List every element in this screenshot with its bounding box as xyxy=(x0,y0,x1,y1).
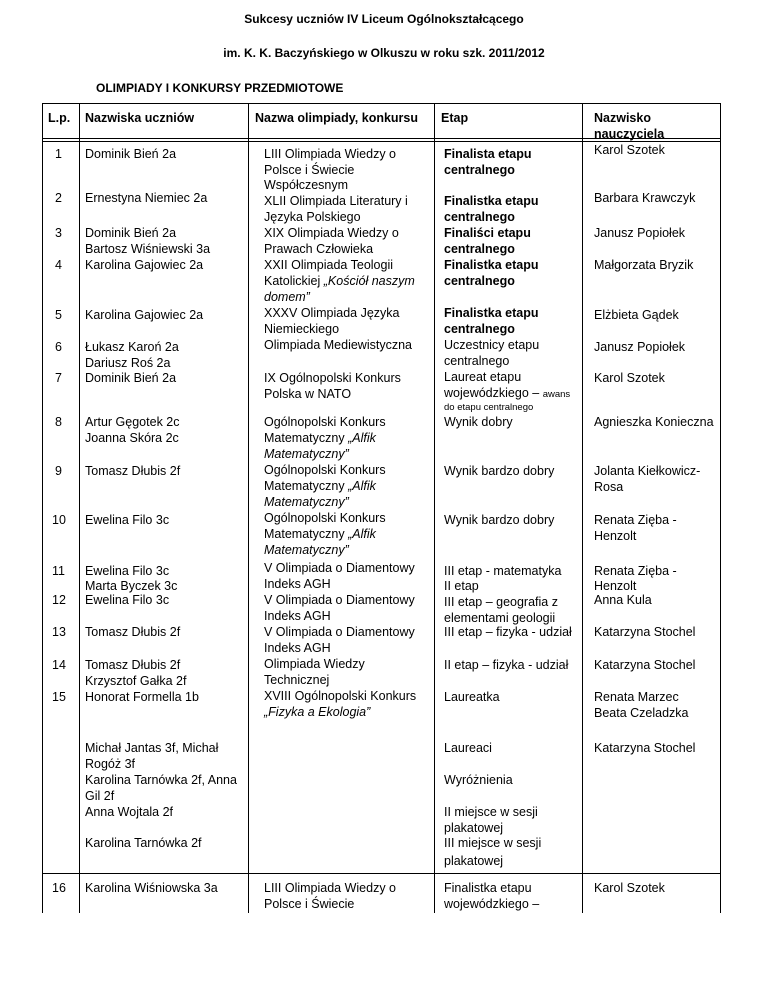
student-name: Tomasz Dłubis 2f xyxy=(85,464,181,478)
contest-name: Matematyczny „Alfik xyxy=(264,527,376,541)
stage-text: III miejsce w sesji xyxy=(444,836,542,850)
contest-name: Języka Polskiego xyxy=(264,210,361,224)
contest-name: Olimpiada Wiedzy xyxy=(264,657,365,671)
student-name: Gil 2f xyxy=(85,789,115,803)
contest-name: LIII Olimpiada Wiedzy o xyxy=(264,881,396,895)
row-number: 16 xyxy=(52,881,66,895)
contest-name: Polsce i Świecie xyxy=(264,163,355,177)
student-name: Ewelina Filo 3c xyxy=(85,593,170,607)
row-number: 11 xyxy=(52,564,65,578)
col-header-contest: Nazwa olimpiady, konkursu xyxy=(255,111,419,125)
teacher-name: Elżbieta Gądek xyxy=(594,308,679,322)
student-name: Rogóż 3f xyxy=(85,757,136,771)
student-name: Marta Byczek 3c xyxy=(85,579,178,593)
stage-text: Finaliści etapu xyxy=(444,226,531,240)
contest-name: Katolickiej „Kościół naszym xyxy=(264,274,415,288)
stage-text: centralnego xyxy=(444,210,515,224)
student-name: Krzysztof Gałka 2f xyxy=(85,674,187,688)
stage-text: Finalistka etapu xyxy=(444,258,539,272)
teacher-name: Małgorzata Bryzik xyxy=(594,258,694,272)
teacher-name: Katarzyna Stochel xyxy=(594,658,696,672)
student-name: Karolina Gajowiec 2a xyxy=(85,308,204,322)
teacher-name: Anna Kula xyxy=(594,593,652,607)
stage-text: Laureat etapu xyxy=(444,370,522,384)
teacher-name: Renata Zięba - xyxy=(594,564,677,578)
row-number: 8 xyxy=(55,415,62,429)
teacher-name: Karol Szotek xyxy=(594,881,665,895)
row-number: 7 xyxy=(55,371,62,385)
student-name: Dominik Bień 2a xyxy=(85,226,177,240)
contest-name: domem” xyxy=(264,290,310,304)
teacher-name: Janusz Popiołek xyxy=(594,226,686,240)
contest-name: Matematyczny „Alfik xyxy=(264,431,376,445)
contest-name: Polska w NATO xyxy=(264,387,352,401)
stage-text: Finalistka etapu xyxy=(444,306,539,320)
contest-name: IX Ogólnopolski Konkurs xyxy=(264,371,401,385)
row-number: 4 xyxy=(55,258,62,272)
row-number: 13 xyxy=(52,625,66,639)
stage-text: Finalistka etapu xyxy=(444,881,532,895)
col-header-students: Nazwiska uczniów xyxy=(85,111,195,125)
stage-text: wojewódzkiego – xyxy=(444,897,540,911)
teacher-name: Janusz Popiołek xyxy=(594,340,686,354)
teacher-name: Katarzyna Stochel xyxy=(594,625,696,639)
contest-name: Indeks AGH xyxy=(264,577,331,591)
teacher-name: Katarzyna Stochel xyxy=(594,741,696,755)
row-number: 15 xyxy=(52,690,66,704)
teacher-name: Karol Szotek xyxy=(594,371,665,385)
student-name: Anna Wojtala 2f xyxy=(85,805,174,819)
stage-text: centralnego xyxy=(444,242,515,256)
stage-text: centralnego xyxy=(444,354,510,368)
stage-text: wojewódzkiego – awans xyxy=(444,386,571,400)
document-subtitle: im. K. K. Baczyńskiego w Olkuszu w roku szk. 2011/2012 xyxy=(223,46,545,60)
contest-name: V Olimpiada o Diamentowy xyxy=(264,625,415,639)
row-number: 1 xyxy=(55,147,62,161)
teacher-name: Renata Marzec xyxy=(594,690,679,704)
stage-text: Wynik bardzo dobry xyxy=(444,464,555,478)
student-name: Łukasz Karoń 2a xyxy=(85,340,179,354)
student-name: Joanna Skóra 2c xyxy=(85,431,179,445)
contest-name: Ogólnopolski Konkurs xyxy=(264,415,386,429)
student-name: Karolina Tarnówka 2f xyxy=(85,836,202,850)
stage-text: II etap xyxy=(444,579,479,593)
stage-text: Wynik dobry xyxy=(444,415,513,429)
student-name: Ernestyna Niemiec 2a xyxy=(85,191,208,205)
contest-name: Matematyczny” xyxy=(264,543,349,557)
student-name: Bartosz Wiśniewski 3a xyxy=(85,242,211,256)
teacher-name: Beata Czeladzka xyxy=(594,706,689,720)
student-name: Michał Jantas 3f, Michał xyxy=(85,741,219,755)
stage-text: Wyróżnienia xyxy=(444,773,513,787)
student-name: Dariusz Roś 2a xyxy=(85,356,171,370)
col-header-teacher: nauczyciela xyxy=(594,127,665,141)
stage-text: Finalistka etapu xyxy=(444,194,539,208)
stage-text: centralnego xyxy=(444,163,515,177)
row-number: 14 xyxy=(52,658,66,672)
row-number: 10 xyxy=(52,513,66,527)
contest-name: XIX Olimpiada Wiedzy o xyxy=(264,226,399,240)
contest-name: Matematyczny” xyxy=(264,447,349,461)
contest-name: Polsce i Świecie xyxy=(264,897,355,911)
stage-text: Laureatka xyxy=(444,690,500,704)
contest-name: XVIII Ogólnopolski Konkurs xyxy=(264,689,417,703)
contest-name: XLII Olimpiada Literatury i xyxy=(264,194,408,208)
stage-text: plakatowej xyxy=(444,821,504,835)
student-name: Tomasz Dłubis 2f xyxy=(85,625,181,639)
row-number: 3 xyxy=(55,226,62,240)
contest-name: V Olimpiada o Diamentowy xyxy=(264,561,415,575)
student-name: Karolina Wiśniowska 3a xyxy=(85,881,218,895)
contest-name: Niemieckiego xyxy=(264,322,340,336)
student-name: Ewelina Filo 3c xyxy=(85,564,170,578)
teacher-name: Rosa xyxy=(594,480,624,494)
teacher-name: Agnieszka Konieczna xyxy=(594,415,714,429)
contest-name: „Fizyka a Ekologia” xyxy=(264,705,371,719)
stage-text: centralnego xyxy=(444,274,515,288)
teacher-name: Henzolt xyxy=(594,529,637,543)
student-name: Karolina Tarnówka 2f, Anna xyxy=(85,773,237,787)
student-name: Ewelina Filo 3c xyxy=(85,513,170,527)
teacher-name: Karol Szotek xyxy=(594,143,665,157)
contest-name: V Olimpiada o Diamentowy xyxy=(264,593,415,607)
row-number: 5 xyxy=(55,308,62,322)
contest-name: Technicznej xyxy=(264,673,330,687)
contest-name: Współczesnym xyxy=(264,178,349,192)
row-number: 2 xyxy=(55,191,62,205)
contest-name: Ogólnopolski Konkurs xyxy=(264,463,386,477)
contest-name: Matematyczny „Alfik xyxy=(264,479,376,493)
col-header-teacher: Nazwisko xyxy=(594,111,651,125)
contest-name: Olimpiada Mediewistyczna xyxy=(264,338,412,352)
contest-name: XXII Olimpiada Teologii xyxy=(264,258,394,272)
teacher-name: Barbara Krawczyk xyxy=(594,191,696,205)
teacher-name: Jolanta Kiełkowicz- xyxy=(594,464,701,478)
student-name: Artur Gęgotek 2c xyxy=(85,415,180,429)
stage-text: III etap – geografia z xyxy=(444,595,558,609)
student-name: Dominik Bień 2a xyxy=(85,147,177,161)
row-number: 12 xyxy=(52,593,66,607)
contest-name: XXXV Olimpiada Języka xyxy=(264,306,400,320)
stage-text: do etapu centralnego xyxy=(444,402,534,413)
document-title: Sukcesy uczniów IV Liceum Ogólnokształcącego xyxy=(244,12,524,26)
stage-text: Uczestnicy etapu xyxy=(444,338,540,352)
stage-text: II miejsce w sesji xyxy=(444,805,538,819)
contest-name: Indeks AGH xyxy=(264,609,331,623)
stage-text: plakatowej xyxy=(444,854,504,868)
contest-name: Ogólnopolski Konkurs xyxy=(264,511,386,525)
contest-name: Matematyczny” xyxy=(264,495,349,509)
stage-text: centralnego xyxy=(444,322,515,336)
teacher-name: Renata Zięba - xyxy=(594,513,677,527)
stage-text: Wynik bardzo dobry xyxy=(444,513,555,527)
col-header-stage: Etap xyxy=(441,111,469,125)
row-number: 9 xyxy=(55,464,62,478)
contest-name: Indeks AGH xyxy=(264,641,331,655)
col-header-lp: L.p. xyxy=(48,111,71,125)
stage-text: II etap – fizyka - udział xyxy=(444,658,569,672)
stage-text: elementami geologii xyxy=(444,611,556,625)
stage-text: Laureaci xyxy=(444,741,492,755)
row-number: 6 xyxy=(55,340,62,354)
stage-text: III etap – fizyka - udział xyxy=(444,625,572,639)
stage-text: III etap - matematyka xyxy=(444,564,562,578)
student-name: Honorat Formella 1b xyxy=(85,690,199,704)
teacher-name: Henzolt xyxy=(594,579,637,593)
student-name: Karolina Gajowiec 2a xyxy=(85,258,204,272)
student-name: Dominik Bień 2a xyxy=(85,371,177,385)
section-heading: OLIMPIADY I KONKURSY PRZEDMIOTOWE xyxy=(96,81,344,95)
contest-name: LIII Olimpiada Wiedzy o xyxy=(264,147,396,161)
stage-text: Finalista etapu xyxy=(444,147,532,161)
student-name: Tomasz Dłubis 2f xyxy=(85,658,181,672)
contest-name: Prawach Człowieka xyxy=(264,242,374,256)
